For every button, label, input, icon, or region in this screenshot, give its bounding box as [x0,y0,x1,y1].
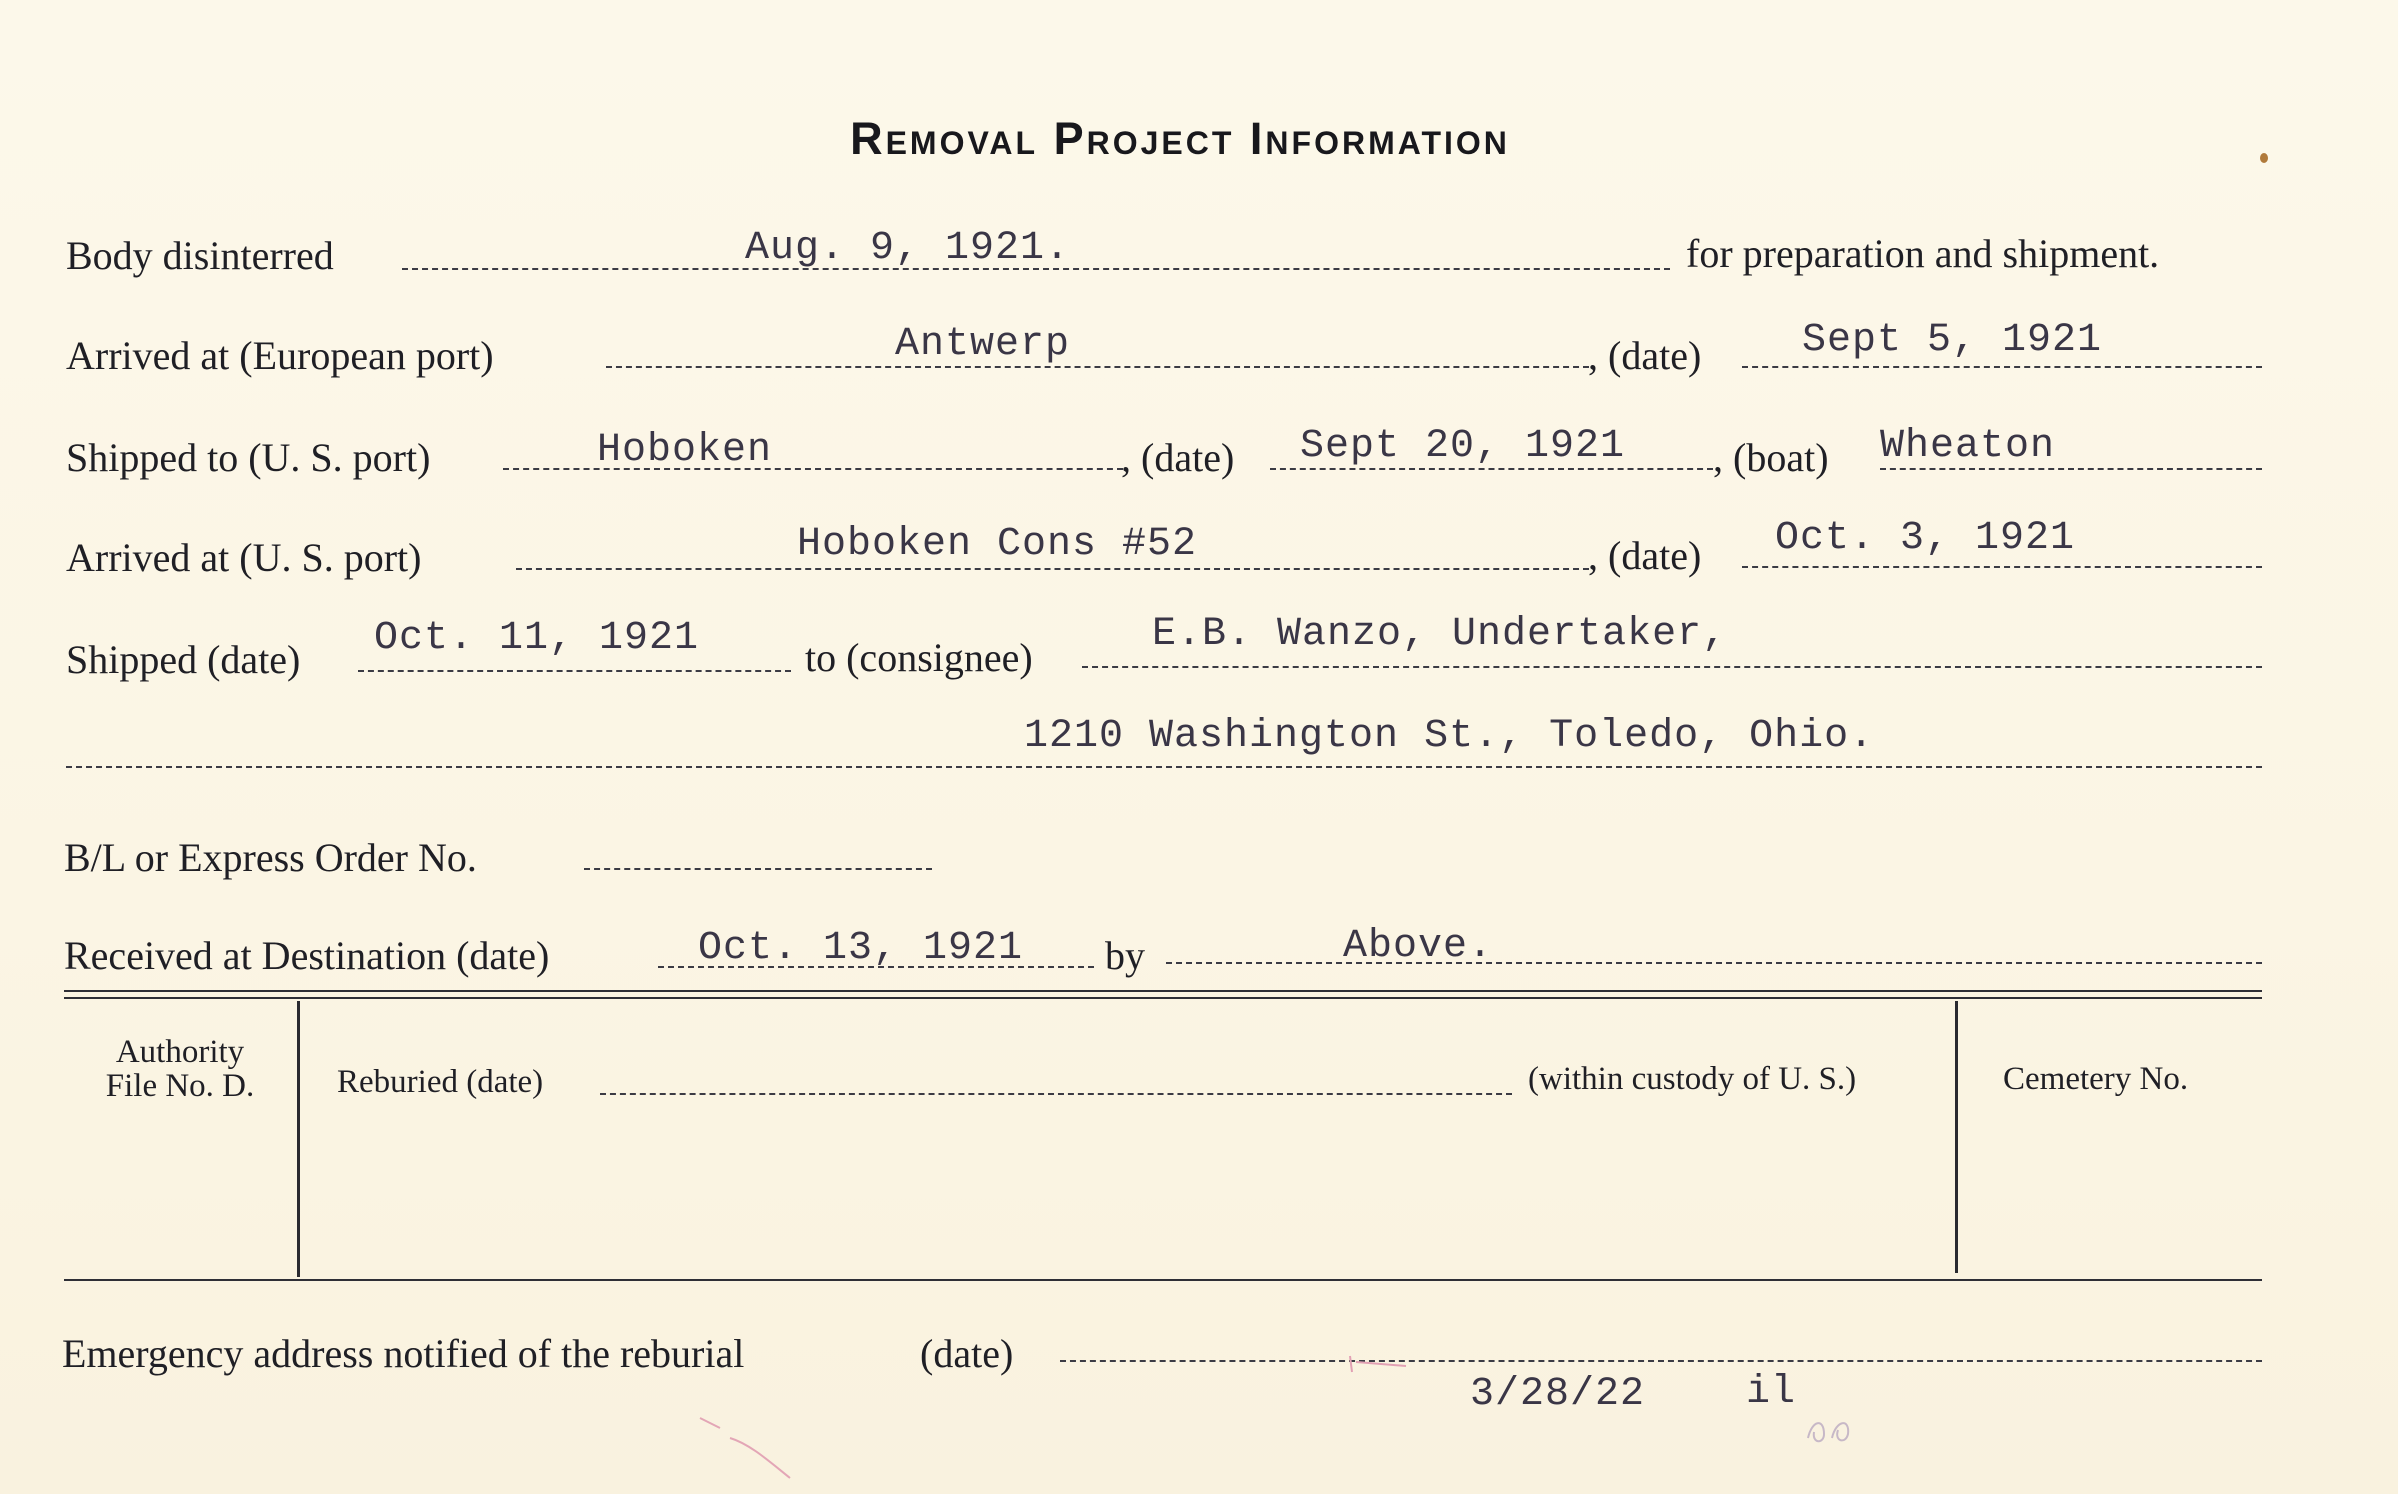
bl-order-line [584,868,932,870]
received-by-label: by [1105,933,1145,978]
shipped-us-port-boat-label: , (boat) [1713,435,1829,480]
shipped-us-port-date-label: , (date) [1121,435,1235,480]
body-disinterred-suffix: for preparation and shipment. [1686,231,2160,276]
consignee-value: E.B. Wanzo, Undertaker, [1152,612,1728,657]
consignee-address: 1210 Washington St., Toledo, Ohio. [1024,714,1875,759]
received-by: Above. [1343,924,1494,969]
arrived-european-line [606,366,1589,368]
shipped-date-line [358,670,791,672]
red-stamp-mark [1346,1352,1416,1376]
table-divider-right [1955,1001,1958,1273]
table-divider-left [297,1001,300,1277]
table-top-rule-1 [64,990,2262,992]
authority-line-2: File No. D. [105,1068,255,1104]
emergency-date: 3/28/22 [1470,1372,1646,1417]
address-line [66,766,2262,768]
bl-order-label: B/L or Express Order No. [64,835,477,880]
arrived-us-port-date: Oct. 3, 1921 [1775,516,2076,561]
arrived-us-port-line [516,568,1589,570]
arrived-us-port-label: Arrived at (U. S. port) [66,535,422,580]
consignee-line [1082,666,2262,668]
cemetery-label: Cemetery No. [2003,1061,2189,1097]
ink-dot [2260,153,2268,163]
emergency-initials: il [1746,1370,1797,1415]
received-by-line [1166,962,2262,964]
received-label: Received at Destination (date) [64,933,550,978]
shipped-date: Oct. 11, 1921 [374,616,700,661]
arrived-us-port-value: Hoboken Cons #52 [797,522,1198,567]
reburied-line [600,1093,1512,1095]
shipped-date-label: Shipped (date) [66,637,301,682]
table-bottom-rule [64,1279,2262,1281]
arrived-european-date-label: , (date) [1588,333,1702,378]
emergency-line [1060,1360,2262,1362]
shipped-us-port-value: Hoboken [597,428,773,473]
arrived-european-date-line [1742,366,2262,368]
shipped-us-port-boat: Wheaton [1880,424,2056,469]
shipped-us-port-line [503,468,1123,470]
emergency-date-label: (date) [920,1331,1014,1376]
authority-line-1: Authority [115,1034,245,1070]
arrived-european-value: Antwerp [895,322,1071,367]
consignee-label: to (consignee) [805,635,1033,680]
received-date: Oct. 13, 1921 [698,926,1024,971]
card-title: Removal Project Information [850,113,1510,164]
arrived-us-port-date-label: , (date) [1588,533,1702,578]
custody-label: (within custody of U. S.) [1528,1061,1857,1097]
shipped-us-port-label: Shipped to (U. S. port) [66,435,431,480]
pencil-scribble [1802,1408,1872,1448]
body-disinterred-label: Body disinterred [66,233,334,278]
arrived-us-port-date-line [1742,566,2262,568]
authority-label [70,1035,290,1103]
arrived-european-date: Sept 5, 1921 [1802,318,2103,363]
table-top-rule-2 [64,997,2262,999]
red-scribble [690,1408,830,1488]
emergency-label: Emergency address notified of the reburial [62,1331,745,1376]
shipped-us-port-date: Sept 20, 1921 [1300,424,1626,469]
body-disinterred-value: Aug. 9, 1921. [745,226,1071,271]
arrived-european-label: Arrived at (European port) [66,333,494,378]
reburied-label: Reburied (date) [337,1064,544,1100]
